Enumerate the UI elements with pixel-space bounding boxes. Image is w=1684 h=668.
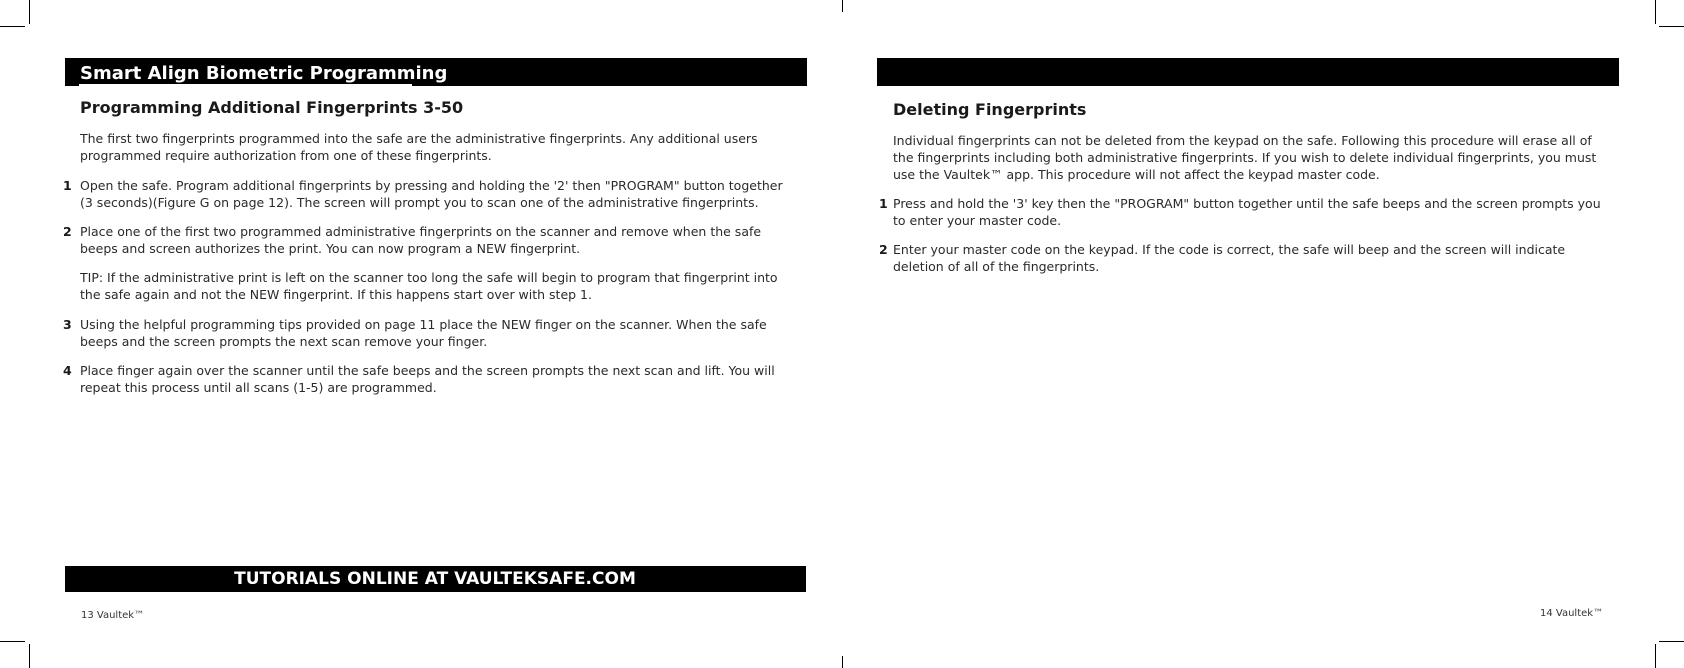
crop-mark — [1655, 0, 1656, 24]
footer-banner-text: TUTORIALS ONLINE AT VAULTEKSAFE.COM — [234, 569, 636, 589]
intro-paragraph: Individual fingerprints can not be deleted from the keypad on the safe. Following this procedure will erase all of the fingerprints including both administrative fingerprints. If you wish to delete individual fingerprints, you must use the Vaultek™ app. This procedure will not affect the keypad master code. — [893, 133, 1597, 182]
step-number: 1 — [879, 196, 888, 211]
section-title: Smart Align Biometric Programming — [80, 63, 448, 84]
step-number: 3 — [63, 317, 72, 332]
intro-paragraph: The first two fingerprints programmed into the safe are the administrative fingerprints. Any additional users programmed require authorization from one of these fingerprints. — [80, 131, 758, 163]
crop-mark — [1659, 26, 1684, 27]
step-text: Enter your master code on the keypad. If the code is correct, the safe will beep and the screen will indicate deletion of all of the fingerprints. — [893, 242, 1566, 274]
title-underline — [79, 84, 412, 86]
step-text: Open the safe. Program additional fingerprints by pressing and holding the '2' then "PROGRAM" button together (3 seconds)(Figure G on page 12). The screen will prompt you to scan one of the administrative fingerprints. — [80, 178, 783, 210]
page-number-right: 14 Vaultek™ — [1540, 608, 1604, 619]
crop-mark — [29, 644, 30, 668]
page-number-left: 13 Vaultek™ — [81, 610, 145, 621]
crop-mark — [29, 0, 30, 24]
page-heading: Programming Additional Fingerprints 3-50 — [80, 98, 464, 117]
crop-mark — [0, 641, 25, 642]
step-text: Place finger again over the scanner until the safe beeps and the screen prompts the next scan and lift. You will repeat this process until all scans (1-5) are programmed. — [80, 363, 775, 395]
step-number: 2 — [879, 242, 888, 257]
crop-mark — [0, 26, 25, 27]
crop-mark — [842, 656, 843, 668]
crop-mark — [842, 0, 843, 12]
step-number: 4 — [63, 363, 72, 378]
tip-paragraph: TIP: If the administrative print is left on the scanner too long the safe will begin to program that fingerprint into the safe again and not the NEW fingerprint. If this happens start over with step 1. — [80, 270, 778, 302]
step-text: Place one of the first two programmed administrative fingerprints on the scanner and remove when the safe beeps and screen authorizes the print. You can now program a NEW fingerprint. — [80, 224, 762, 256]
step-number: 1 — [63, 178, 72, 193]
page-heading: Deleting Fingerprints — [893, 100, 1087, 119]
crop-mark — [1659, 641, 1684, 642]
step-text: Press and hold the '3' key then the "PROGRAM" button together until the safe beeps and the screen prompts you to enter your master code. — [893, 196, 1601, 228]
header-bar — [877, 58, 1619, 86]
step-text: Using the helpful programming tips provided on page 11 place the NEW finger on the scanner. When the safe beeps and the screen prompts the next scan remove your finger. — [80, 317, 767, 349]
crop-mark — [1655, 644, 1656, 668]
step-number: 2 — [63, 224, 72, 239]
